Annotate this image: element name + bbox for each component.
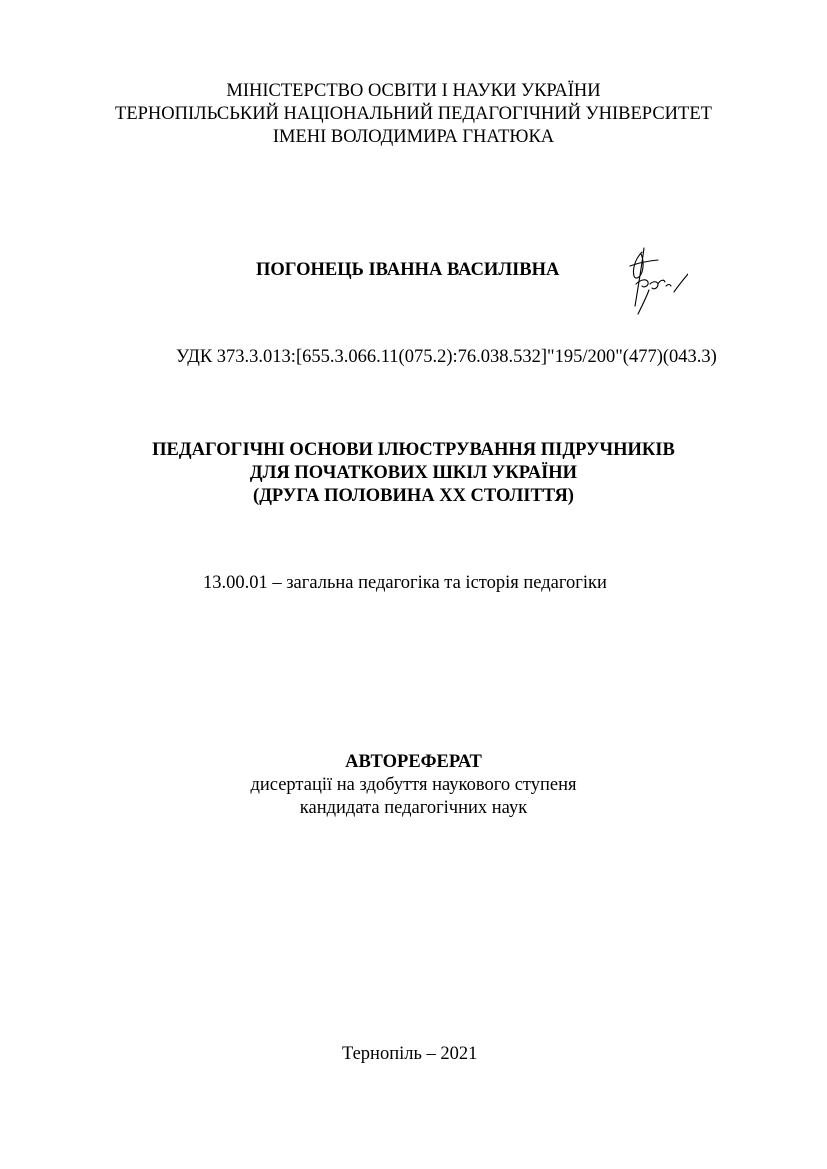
- university-line: ТЕРНОПІЛЬСЬКИЙ НАЦІОНАЛЬНИЙ ПЕДАГОГІЧНИЙ УНІВЕРСИТЕТ: [115, 104, 712, 124]
- abstract-description: дисертації на здобуття наукового ступеня: [250, 775, 577, 795]
- ministry-line: МІНІСТЕРСТВО ОСВІТИ І НАУКИ УКРАЇНИ: [226, 81, 601, 101]
- abstract-heading: АВТОРЕФЕРАТ: [345, 752, 482, 772]
- title-line: (ДРУГА ПОЛОВИНА ХХ СТОЛІТТЯ): [253, 486, 574, 506]
- title-line: ПЕДАГОГІЧНІ ОСНОВИ ІЛЮСТРУВАННЯ ПІДРУЧНИКІВ: [152, 440, 675, 460]
- title-line: ДЛЯ ПОЧАТКОВИХ ШКІЛ УКРАЇНИ: [249, 463, 578, 483]
- university-name-line: ІМЕНІ ВОЛОДИМИРА ГНАТЮКА: [272, 127, 555, 147]
- abstract-degree: кандидата педагогічних наук: [299, 798, 528, 818]
- signature-icon: [622, 246, 688, 316]
- author-name: ПОГОНЕЦЬ ІВАННА ВАСИЛІВНА: [256, 260, 560, 280]
- udc-code: УДК 373.3.013:[655.3.066.11(075.2):76.038.532]"195/200"(477)(043.3): [176, 347, 717, 367]
- specialty-code: 13.00.01 – загальна педагогіка та історія педагогіки: [203, 573, 607, 593]
- place-year: Тернопіль – 2021: [342, 1044, 478, 1064]
